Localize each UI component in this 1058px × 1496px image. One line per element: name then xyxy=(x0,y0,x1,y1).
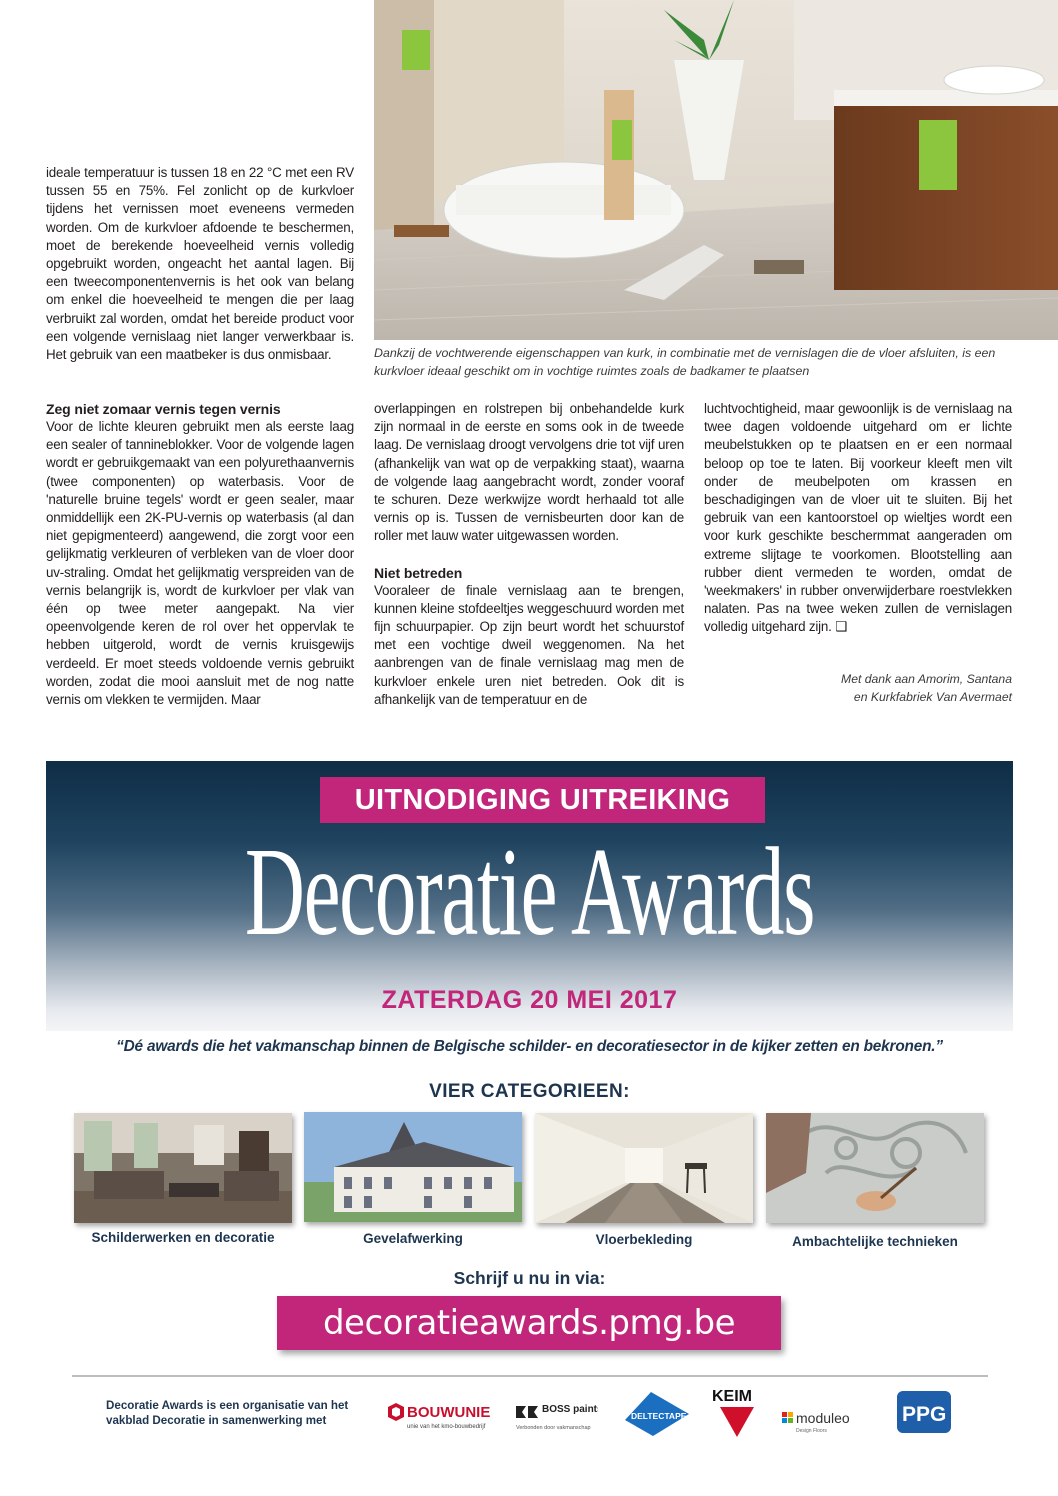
article-column-2 xyxy=(374,400,684,709)
category-ambachtelijke xyxy=(766,1113,984,1251)
bouwunie-logo xyxy=(386,1401,496,1435)
bathroom-photo xyxy=(374,0,1058,340)
section-body-niet-betreden: Vooraleer de finale vernislaag aan te brengen, kunnen kleine stofdeeltjes weggeschuurd worden met fijn schuurpapier. Op zijn beurt wordt het schuurstof met een vochtige dweil weggenomen. Na het aanbrengen van de finale vernislaag mag men de kurkvloer enkele uren niet betreden. Ook dit is afhankelijk van de temperatuur en de xyxy=(374,582,684,707)
invitation-tag: UITNODIGING UITREIKING xyxy=(320,777,765,823)
boss-tagline: Verbonden door vakmanschap xyxy=(516,1425,591,1431)
category-label: Ambachtelijke technieken xyxy=(792,1234,958,1249)
awards-title: Decoratie Awards xyxy=(244,823,815,962)
moduleo-logo xyxy=(782,1402,878,1436)
moduleo-tagline: Design Floors xyxy=(796,1428,827,1434)
organizer-text: Decoratie Awards is een organisatie van het vakblad Decoratie in samenwerking met xyxy=(106,1399,349,1427)
awards-date: ZATERDAG 20 MEI 2017 xyxy=(381,986,678,1014)
category-schilderwerken xyxy=(74,1113,292,1247)
bouwunie-tagline: unie van het kmo-bouwbedrijf xyxy=(407,1424,486,1430)
category-vloerbekleding xyxy=(535,1113,753,1249)
awards-quote: “Dé awards die het vakmanschap binnen de Belgische schilder- en decoratiesector in de kijker zetten en bekronen.” xyxy=(116,1038,943,1055)
living-room-photo xyxy=(74,1113,292,1223)
column-3-paragraph: luchtvochtigheid, maar gewoonlijk is de vernislaag na twee dagen voldoende uitgehard om er lichte meubelstukken op te plaatsen en er een normaal beloop op toe te laten. Bij voorkeur kleeft men vilt onder de meubelpoten om krassen en beschadigingen van de vloer uit te sluiten. Bij het gebruik van een kantoorstoel op wieltjes wordt een voor kurk geschikte beschermmat aangeraden om extreme slijtage te voorkomen. Blootstelling aan rubber dient vermeden te worden, omdat de 'weekmakers' in rubber onverwijderbare roestvlekken nalaten. Pas na twee weken zullen de vernislagen volledig uitgehard zijn. ❑ xyxy=(704,401,1012,635)
footer-divider xyxy=(72,1375,988,1377)
column-2-paragraph: overlappingen en rolstrepen bij onbehandelde kurk zijn normaal in de eerste en soms ook in de tweede laag. De vernislaag droogt vervolgens drie tot vijf uren (afhankelijk van wat op de verpakking staat), waarna de volgende laag aangebracht wordt, zonder vooraf te schuren. Deze werkwijze wordt herhaald tot alle vernis op is. Tussen de vernisbeurten door kan de roller met lauw water uitgewassen worden. xyxy=(374,401,684,544)
bouwunie-name: BOUWUNIE xyxy=(407,1404,491,1421)
article-credits xyxy=(704,670,1012,706)
section-heading-niet-betreden: Niet betreden xyxy=(374,564,463,581)
article-intro-paragraph: ideale temperatuur is tussen 18 en 22 °C met een RV tussen 55 en 75%. Fel zonlicht op de kurkvloer tijdens het vernissen moet eveneens vermeden worden. Om de kurkvloer afdoende te beschermen, moet de berekende hoeveelheid vernis volledig opgebruikt worden, ongeacht het aantal lagen. Bij een tweecomponentenvernis is het ook van belang om enkel die hoeveelheid te mengen die per laag verbruikt zal worden, omdat het bereide product voor een volgende vernislaag niet langer verwerkbaar is. Het gebruik van een maatbeker is dus onmisbaar. xyxy=(46,165,354,363)
article-column-1 xyxy=(46,400,354,709)
category-label: Vloerbekleding xyxy=(595,1232,693,1247)
section-body-vernis: Voor de lichte kleuren gebruikt men als eerste laag een sealer of tannineblokker. Voor de volgende lagen wordt er gebruikgemaakt van een polyurethaanvernis (twee componenten) op waterbasis. Voor de 'naturelle bruine tegels' wordt er geen sealer, maar onmiddellijk een 2K-PU-vernis op waterbasis (al dan niet gepigmenteerd) aangewend, die zorgt voor een gelijkmatig verkleuren of verbleken van de vloer door uv-straling. Omdat het gelijkmatig verspreiden van de vernis belangrijk is, wordt de kurkvloer per vlak van één op twee meter aangepakt. Na vier opeenvolgende keren de rol over het oppervlak te hebben uitgerold, wordt de vernis kruisgewijs verdeeld. Er moet steeds voldoende vernis gebruikt worden, zodat die mooi aansluit met de nog natte vernis om vlekken te vermijden. Maar xyxy=(46,419,354,708)
photo-caption: Dankzij de vochtwerende eigenschappen van kurk, in combinatie met de vernislagen die de vloer afsluiten, is een kurkvloer ideaal geschikt om in vochtige ruimtes zoals de badkamer te plaatsen xyxy=(374,346,996,378)
category-gevelafwerking xyxy=(304,1112,522,1248)
signup-label: Schrijf u nu in via: xyxy=(453,1268,606,1288)
article-intro xyxy=(46,164,354,364)
awards-banner xyxy=(46,761,1013,1031)
credits-line-2: en Kurkfabriek Van Avermaet xyxy=(853,690,1012,704)
deltectape-logo xyxy=(623,1390,693,1440)
section-heading-vernis: Zeg niet zomaar vernis tegen vernis xyxy=(46,401,281,417)
ppg-name: PPG xyxy=(902,1403,947,1426)
boss-name: BOSS paints xyxy=(542,1404,598,1415)
credits-line-1: Met dank aan Amorim, Santana xyxy=(841,672,1012,686)
building-facade-photo xyxy=(304,1112,522,1222)
deltectape-name: DELTECTAPE xyxy=(631,1411,687,1421)
keim-logo xyxy=(710,1383,764,1439)
article-column-3 xyxy=(704,400,1012,637)
moduleo-name: moduleo xyxy=(796,1410,850,1426)
hallway-floor-photo xyxy=(535,1113,753,1223)
ornament-carving-photo xyxy=(766,1113,984,1223)
category-label: Schilderwerken en decoratie xyxy=(91,1230,275,1245)
ppg-logo xyxy=(897,1391,951,1433)
category-label: Gevelafwerking xyxy=(363,1231,463,1246)
categories-heading: VIER CATEGORIEEN: xyxy=(429,1081,630,1102)
signup-url-link[interactable]: decoratieawards.pmg.be xyxy=(277,1296,781,1350)
boss-paints-logo xyxy=(516,1400,598,1434)
keim-name: KEIM xyxy=(712,1388,752,1405)
